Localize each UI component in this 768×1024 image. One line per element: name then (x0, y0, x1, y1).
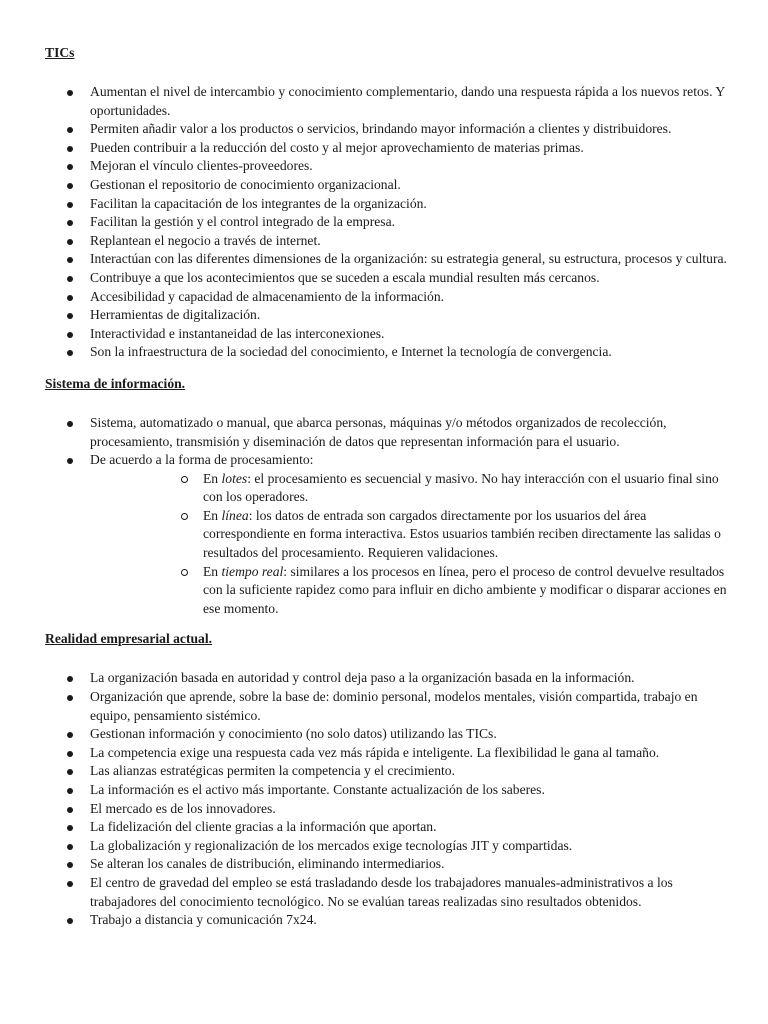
list-item-text: Contribuye a que los acontecimientos que se suceden a escala mundial resulten más cercanos. (90, 269, 600, 285)
list-item-text: Interactúan con las diferentes dimensiones de la organización: su estrategia general, su estructura, procesos y cultura. (90, 251, 727, 267)
list-item-text: Organización que aprende, sobre la base de: dominio personal, modelos mentales, visión compartida, trabajo en equipo, pensamiento sistémico. (90, 689, 698, 723)
list-item (45, 781, 735, 800)
section-heading-tics: TICs (45, 45, 75, 60)
list-item-text: Replantean el negocio a través de internet. (90, 232, 321, 248)
bullet-icon (67, 90, 73, 96)
list-item-text: El mercado es de los innovadores. (90, 800, 276, 816)
list-item-text: Facilitan la gestión y el control integrado de la empresa. (90, 214, 396, 230)
list-item-text: Son la infraestructura de la sociedad del conocimiento, e Internet la tecnología de convergencia. (90, 344, 612, 360)
bullet-icon (67, 421, 73, 427)
list-item (45, 414, 735, 451)
sublist-text: : similares a los procesos en línea, pero el proceso de control devuelve resultados con la suficiente rapidez como para influir en dicho ambiente y modificar o disparar acciones en ese momento. (203, 563, 727, 616)
list-item-text: Mejoran el vínculo clientes-proveedores. (90, 158, 313, 174)
list-item (45, 250, 735, 269)
sublist-item (90, 470, 735, 507)
bullet-icon (67, 732, 73, 738)
list-item (45, 911, 735, 930)
sublist-prefix: En (203, 563, 222, 579)
bullet-icon (67, 862, 73, 868)
sublist-term: lotes (221, 470, 248, 486)
list-item-text: Gestionan el repositorio de conocimiento organizacional. (90, 176, 401, 192)
list-item-text: Accesibilidad y capacidad de almacenamiento de la información. (90, 288, 445, 304)
list-item-text: Sistema, automatizado o manual, que abarca personas, máquinas y/o métodos organizados de recolección, procesamiento, transmisión y diseminación de datos que representan información para el usuario. (90, 414, 667, 449)
list-item-text: La organización basada en autoridad y control deja paso a la organización basada en la información. (90, 670, 635, 686)
sublist-prefix: En (203, 507, 222, 523)
list-item (45, 83, 735, 120)
list-item (45, 306, 735, 325)
bullet-icon (67, 807, 73, 813)
list-item-text: Gestionan información y conocimiento (no solo datos) utilizando las TICs. (90, 726, 497, 742)
bullet-icon (67, 332, 73, 338)
list-item-text: Facilitan la capacitación de los integrantes de la organización. (90, 195, 427, 211)
bullet-icon (67, 825, 73, 831)
processing-modes-list (90, 470, 735, 619)
list-item (45, 213, 735, 232)
sublist-item (90, 563, 735, 619)
bullet-icon (67, 183, 73, 189)
document-page (45, 44, 735, 930)
list-item (45, 818, 735, 837)
list-item-text: De acuerdo a la forma de procesamiento: (90, 452, 314, 468)
circle-bullet-icon (181, 513, 188, 520)
bullet-icon (67, 695, 73, 701)
list-item-text: La información es el activo más importante. Constante actualización de los saberes. (90, 782, 545, 797)
list-item (45, 120, 735, 139)
list-item-text: El centro de gravedad del empleo se está trasladando desde los trabajadores manuales-administrativos a los trabajadores del conocimiento tecnológico. No se evalúan tareas realizadas sino resultados obtenidos. (90, 874, 673, 909)
bullet-icon (67, 313, 73, 319)
bullet-icon (67, 918, 73, 924)
list-item (45, 288, 735, 307)
sublist-text: : los datos de entrada son cargados directamente por los usuarios del área correspondiente en forma interactiva. Estos usuarios también reciben directamente las salidas o resultados del procesamiento. Requieren validaciones. (203, 507, 721, 561)
list-item (45, 669, 735, 688)
bullet-icon (67, 276, 73, 282)
circle-bullet-icon (181, 569, 188, 576)
sublist-prefix: En (203, 470, 222, 486)
list-item (45, 688, 735, 725)
sublist-item (90, 507, 735, 563)
list-item-text: Interactividad e instantaneidad de las interconexiones. (90, 325, 385, 341)
list-item (45, 762, 735, 781)
list-item (45, 157, 735, 176)
bullet-icon (67, 220, 73, 226)
bullet-icon (67, 239, 73, 245)
list-item-text: La fidelización del cliente gracias a la información que aportan. (90, 819, 437, 835)
list-item (45, 725, 735, 744)
list-item (45, 139, 735, 158)
bullet-icon (67, 164, 73, 170)
list-item (45, 176, 735, 195)
list-item (45, 269, 735, 288)
sublist-text: : el procesamiento es secuencial y masivo. No hay interacción con el usuario final sino con los operadores. (203, 470, 719, 505)
list-item-text: Se alteran los canales de distribución, eliminando intermediarios. (90, 856, 445, 872)
list-item (45, 343, 735, 362)
list-item (45, 325, 735, 344)
sistema-list (45, 414, 735, 619)
bullet-icon (67, 881, 73, 887)
bullet-icon (67, 676, 73, 682)
realidad-list (45, 669, 735, 929)
list-item-text: Las alianzas estratégicas permiten la competencia y el crecimiento. (90, 763, 455, 779)
section-heading-realidad: Realidad empresarial actual. (45, 631, 213, 647)
sublist-term: tiempo real (221, 563, 284, 579)
list-item (45, 232, 735, 251)
list-item-text: Permiten añadir valor a los productos o servicios, brindando mayor información a clientes y distribuidores. (90, 121, 672, 137)
bullet-icon (67, 202, 73, 208)
bullet-icon (67, 146, 73, 152)
list-item (45, 874, 735, 911)
tics-list (45, 83, 735, 362)
bullet-icon (67, 769, 73, 775)
circle-bullet-icon (181, 476, 188, 483)
bullet-icon (67, 788, 73, 794)
list-item-text: Pueden contribuir a la reducción del costo y al mejor aprovechamiento de materias primas. (90, 139, 584, 155)
bullet-icon (67, 458, 73, 464)
list-item (45, 744, 735, 763)
bullet-icon (67, 257, 73, 263)
list-item (45, 451, 735, 618)
list-item (45, 855, 735, 874)
list-item-text: La globalización y regionalización de los mercados exige tecnologías JIT y compartidas. (90, 837, 573, 853)
list-item-text: La competencia exige una respuesta cada vez más rápida e inteligente. La flexibilidad le gana al tamaño. (90, 744, 660, 760)
list-item (45, 800, 735, 819)
section-heading-sistema: Sistema de información. (45, 375, 186, 391)
list-item-text: Trabajo a distancia y comunicación 7x24. (90, 912, 317, 928)
list-item-text: Herramientas de digitalización. (90, 307, 261, 323)
bullet-icon (67, 350, 73, 356)
sublist-term: línea (221, 507, 249, 523)
bullet-icon (67, 844, 73, 850)
list-item (45, 837, 735, 856)
bullet-icon (67, 127, 73, 133)
list-item-text: Aumentan el nivel de intercambio y conocimiento complementario, dando una respuesta rápida a los nuevos retos. Y oportunidades. (90, 84, 725, 118)
bullet-icon (67, 295, 73, 301)
list-item (45, 195, 735, 214)
bullet-icon (67, 751, 73, 757)
